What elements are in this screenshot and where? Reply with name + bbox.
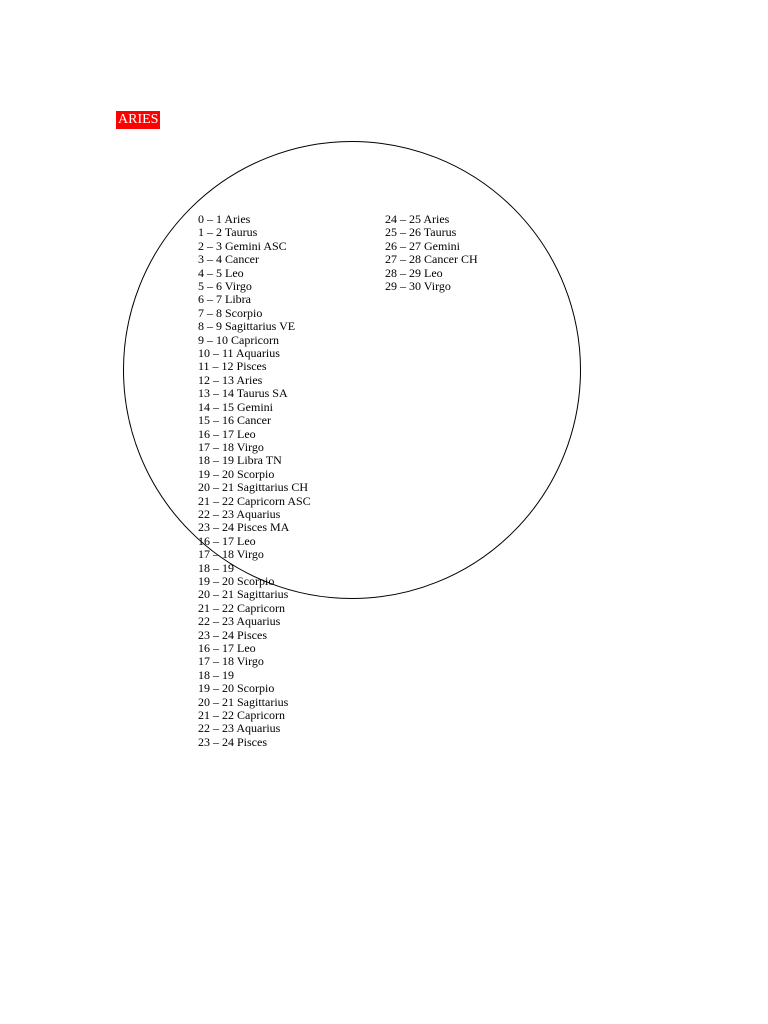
degree-entry: 27 – 28 Cancer CH <box>385 252 478 267</box>
degree-entry: 20 – 21 Sagittarius <box>198 694 289 709</box>
degree-entry: 13 – 14 Taurus SA <box>198 386 288 401</box>
degree-entry: 25 – 26 Taurus <box>385 225 457 240</box>
degree-entry: 18 – 19 <box>198 560 234 575</box>
degree-entry: 10 – 11 Aquarius <box>198 346 280 361</box>
degree-entry: 17 – 18 Virgo <box>198 654 264 669</box>
degree-entry: 23 – 24 Pisces MA <box>198 520 290 535</box>
degree-entry: 14 – 15 Gemini <box>198 399 273 414</box>
degree-entry: 16 – 17 Leo <box>198 641 256 655</box>
degree-entry: 20 – 21 Sagittarius CH <box>198 480 308 495</box>
degree-entry: 6 – 7 Libra <box>198 292 251 307</box>
degree-entry: 19 – 20 Scorpio <box>198 466 275 481</box>
degree-entry: 5 – 6 Virgo <box>198 279 252 294</box>
degree-entry: 21 – 22 Capricorn <box>198 600 285 615</box>
degree-entry: 28 – 29 Leo <box>385 265 443 280</box>
degree-entry: 24 – 25 Aries <box>385 212 450 226</box>
degree-entry: 22 – 23 Aquarius <box>198 614 281 629</box>
degree-entry: 22 – 23 Aquarius <box>198 721 281 736</box>
title-label: ARIES <box>118 112 159 127</box>
degree-entry: 20 – 21 Sagittarius <box>198 587 289 602</box>
degree-entry: 29 – 30 Virgo <box>385 279 451 294</box>
degree-entry: 16 – 17 Leo <box>198 533 256 548</box>
degree-entry: 12 – 13 Aries <box>198 372 263 387</box>
degree-entry: 9 – 10 Capricorn <box>198 332 279 347</box>
degree-entry: 11 – 12 Pisces <box>198 359 267 374</box>
degree-entry: 26 – 27 Gemini <box>385 238 460 253</box>
degree-entry: 18 – 19 Libra TN <box>198 453 282 468</box>
degree-entry: 19 – 20 Scorpio <box>198 573 275 588</box>
degree-entry: 17 – 18 Virgo <box>198 547 264 562</box>
degree-entry: 1 – 2 Taurus <box>198 225 258 240</box>
degree-entry: 2 – 3 Gemini ASC <box>198 238 287 253</box>
degree-entry: 16 – 17 Leo <box>198 426 256 441</box>
degree-entry: 22 – 23 Aquarius <box>198 506 281 521</box>
chart-circle <box>123 141 581 602</box>
degree-entry: 19 – 20 Scorpio <box>198 681 275 696</box>
degree-entry: 0 – 1 Aries <box>198 212 251 226</box>
degree-list-left <box>198 213 311 749</box>
degree-entry: 15 – 16 Cancer <box>198 413 271 428</box>
degree-entry: 21 – 22 Capricorn ASC <box>198 493 311 508</box>
degree-list-right <box>385 213 478 293</box>
degree-entry: 18 – 19 <box>198 667 234 682</box>
degree-entry: 3 – 4 Cancer <box>198 252 259 267</box>
degree-entry: 23 – 24 Pisces <box>198 734 267 749</box>
degree-entry: 23 – 24 Pisces <box>198 627 267 642</box>
degree-entry: 7 – 8 Scorpio <box>198 305 263 320</box>
degree-entry: 21 – 22 Capricorn <box>198 708 285 723</box>
degree-entry: 4 – 5 Leo <box>198 265 244 280</box>
degree-entry: 8 – 9 Sagittarius VE <box>198 319 296 334</box>
degree-entry: 17 – 18 Virgo <box>198 439 264 454</box>
